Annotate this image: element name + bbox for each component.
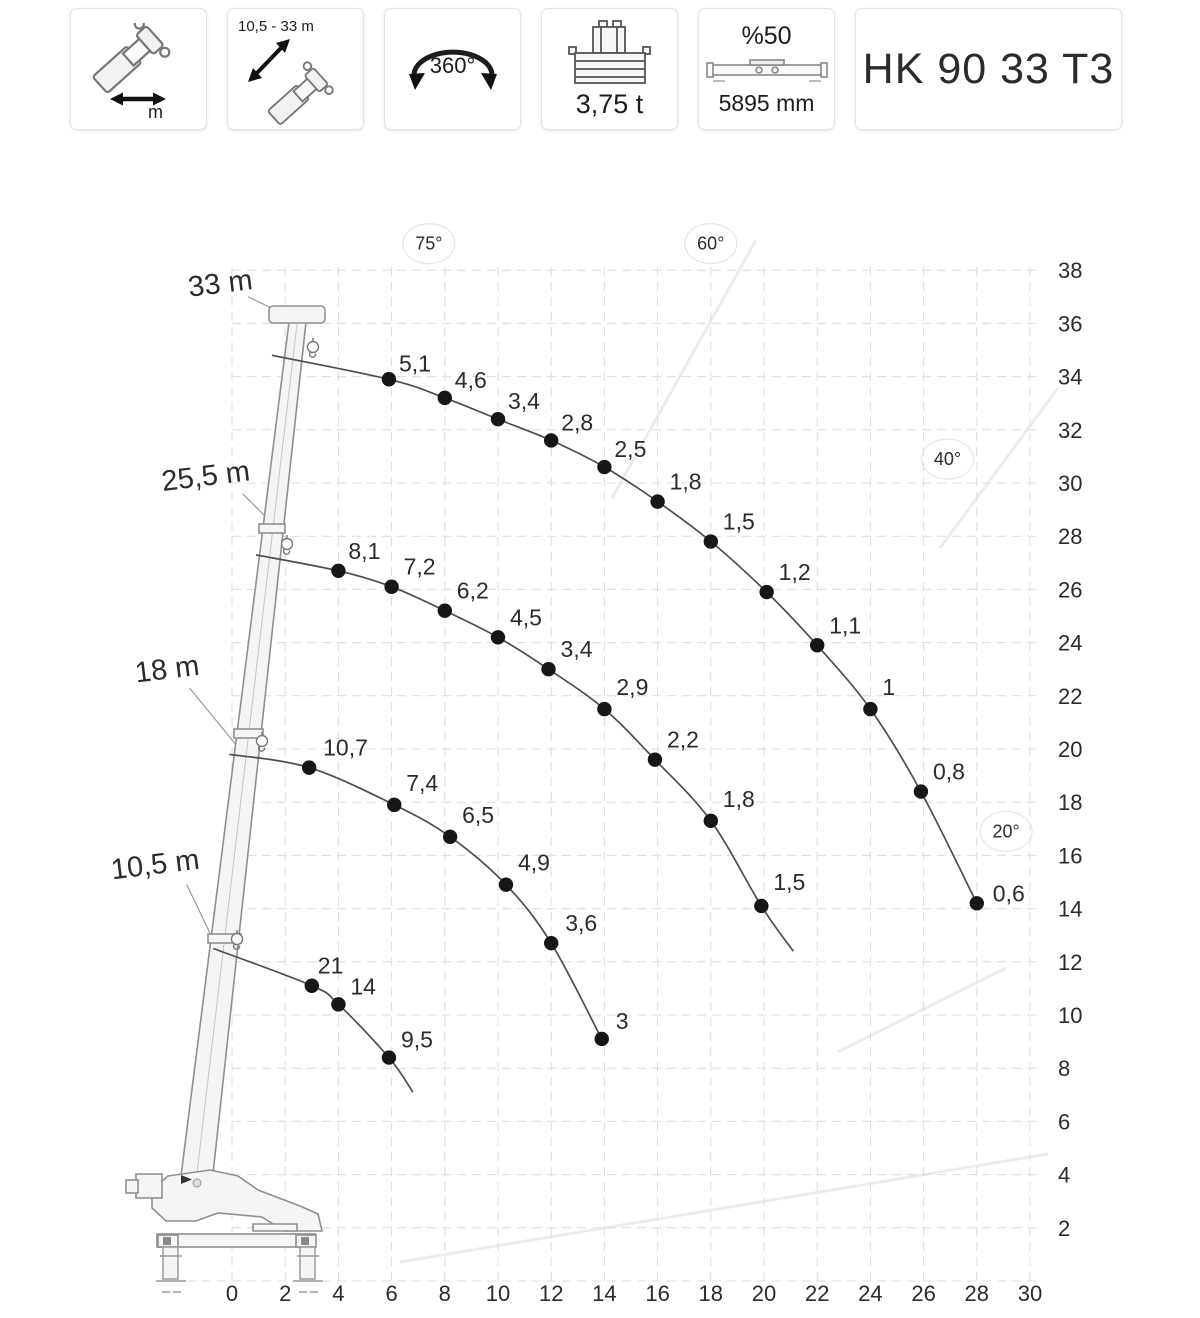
capacity-label: 8,1 [348, 537, 381, 564]
capacity-point [438, 391, 452, 405]
background-watermark [400, 240, 1058, 1262]
capacity-label: 4,6 [454, 366, 487, 393]
x-tick-label: 16 [645, 1281, 670, 1306]
y-tick-label: 16 [1058, 843, 1083, 869]
capacity-point [331, 997, 345, 1011]
x-tick-label: 20 [751, 1281, 777, 1306]
y-tick-label: 14 [1058, 896, 1083, 922]
y-tick-label: 8 [1058, 1056, 1071, 1082]
y-tick-label: 2 [1058, 1215, 1071, 1241]
boom-head [269, 306, 325, 323]
y-tick-label: 38 [1058, 258, 1083, 284]
capacity-point [305, 979, 319, 993]
boom-outreach-icon [84, 23, 194, 115]
counterweight-icon [555, 19, 665, 87]
capacity-point [597, 460, 611, 474]
capacity-point [648, 752, 662, 766]
crane-cab [136, 1174, 162, 1198]
capacity-point [382, 372, 396, 386]
x-tick-label: 26 [911, 1281, 936, 1306]
leader-line [243, 494, 267, 518]
capacity-label: 2,5 [614, 436, 647, 463]
capacity-point [754, 899, 768, 913]
capacity-label: 2,9 [616, 674, 649, 701]
capacity-label: 1,5 [722, 508, 755, 535]
spec-box-outrigger [698, 8, 835, 130]
outrigger-beam [157, 1234, 315, 1247]
capacity-point [970, 896, 984, 910]
capacity-point [704, 814, 718, 828]
capacity-label: 0,8 [932, 758, 965, 785]
capacity-label: 5,1 [398, 350, 431, 377]
capacity-label: 6,2 [456, 577, 489, 604]
capacity-point [544, 433, 558, 447]
capacity-point [914, 784, 928, 798]
x-tick-label: 12 [538, 1281, 564, 1306]
y-tick-label: 18 [1058, 790, 1083, 816]
capacity-point [810, 638, 824, 652]
capacity-label: 1,8 [722, 785, 755, 812]
x-tick-label: 8 [438, 1281, 451, 1306]
capacity-label: 10,7 [323, 734, 368, 761]
rotation-angle-label: 360° [429, 53, 476, 78]
capacity-label: 3 [615, 1007, 629, 1034]
x-tick-label: 0 [225, 1281, 239, 1306]
capacity-point [595, 1032, 609, 1046]
spec-header [70, 8, 1122, 130]
capacity-label: 7,4 [406, 769, 439, 796]
x-tick-label: 4 [332, 1281, 345, 1306]
y-tick-label: 6 [1058, 1109, 1071, 1135]
y-tick-label: 22 [1058, 683, 1083, 709]
y-tick-label: 36 [1058, 311, 1083, 337]
x-tick-label: 10 [485, 1281, 511, 1306]
spec-box-boom-range [227, 8, 364, 130]
capacity-label: 14 [350, 973, 376, 1000]
capacity-label: 3,4 [560, 636, 593, 663]
capacity-label: 1,2 [778, 559, 811, 586]
capacity-point [491, 630, 505, 644]
y-tick-label: 26 [1058, 577, 1083, 603]
boom-range-label: 10,5 - 33 m [238, 18, 314, 35]
capacity-point [384, 580, 398, 594]
boom-angle-label: 20° [992, 821, 1020, 842]
capacity-label: 21 [317, 952, 344, 979]
capacity-point [438, 603, 452, 617]
outrigger-jack [293, 1247, 323, 1292]
outrigger-jack [156, 1247, 186, 1292]
y-tick-label: 4 [1058, 1162, 1071, 1188]
outrigger-percent-label: %50 [741, 21, 792, 50]
y-tick-label: 24 [1058, 630, 1083, 656]
spec-box-model [855, 8, 1122, 130]
y-tick-label: 28 [1058, 524, 1083, 550]
capacity-point [387, 798, 401, 812]
diagonal-arrow-icon [248, 39, 290, 82]
capacity-point [597, 702, 611, 716]
x-tick-label: 28 [964, 1281, 990, 1306]
y-tick-label: 10 [1058, 1003, 1083, 1028]
x-tick-label: 18 [698, 1281, 724, 1306]
capacity-label: 1 [882, 674, 896, 701]
x-tick-label: 22 [804, 1281, 830, 1306]
capacity-curve-10-5m [213, 949, 413, 1093]
capacity-point [704, 534, 718, 548]
outrigger-width-label: 5895 mm [718, 89, 815, 116]
spec-box-outreach [70, 8, 207, 130]
capacity-point [499, 877, 513, 891]
boom-length-label: 33 m [186, 264, 255, 304]
capacity-label: 6,5 [462, 801, 495, 828]
capacity-point [443, 830, 457, 844]
x-tick-label: 14 [592, 1281, 617, 1306]
capacity-label: 4,9 [517, 849, 550, 876]
y-tick-label: 20 [1058, 737, 1083, 762]
capacity-label: 2,2 [666, 726, 699, 753]
x-tick-label: 30 [1017, 1281, 1043, 1306]
boom-length-label: 18 m [133, 649, 202, 690]
y-tick-label: 30 [1058, 471, 1083, 496]
boom-angle-label: 75° [415, 233, 443, 254]
x-tick-label: 6 [385, 1281, 398, 1306]
capacity-point [331, 564, 345, 578]
crane-superstructure [152, 1170, 322, 1231]
capacity-point [302, 760, 316, 774]
capacity-point [650, 494, 664, 508]
capacity-point [863, 702, 877, 716]
capacity-label: 3,4 [508, 388, 540, 415]
spec-box-counterweight [541, 8, 678, 130]
y-tick-label: 12 [1058, 949, 1083, 975]
counterweight-mass-label: 3,75 t [575, 88, 644, 119]
spec-box-rotation [384, 8, 521, 130]
capacity-label: 0,6 [992, 880, 1025, 907]
capacity-point [382, 1050, 396, 1064]
crane-boom [179, 322, 306, 1192]
x-tick-label: 24 [858, 1281, 883, 1306]
hook-icon [308, 338, 319, 357]
boom-length-label: 25,5 m [159, 455, 252, 498]
capacity-point [491, 412, 505, 426]
capacity-label: 1,8 [669, 468, 702, 495]
telescopic-boom-icon [240, 30, 352, 126]
outrigger-spread-icon [705, 53, 829, 87]
y-tick-label: 34 [1058, 364, 1083, 390]
capacity-label: 4,5 [510, 604, 542, 631]
model-designation: HK 90 33 T3 [862, 44, 1115, 93]
capacity-point [759, 585, 773, 599]
y-tick-label: 32 [1058, 417, 1083, 443]
capacity-label: 3,6 [565, 910, 598, 937]
boom-angle-label: 60° [697, 233, 725, 254]
leader-line [189, 688, 237, 747]
boom-length-label: 10,5 m [109, 843, 202, 887]
capacity-label: 2,8 [561, 409, 594, 436]
capacity-label: 1,1 [829, 612, 862, 639]
capacity-label: 1,5 [773, 868, 806, 895]
crane-illustration [126, 306, 325, 1292]
capacity-point [541, 662, 555, 676]
capacity-point [544, 936, 558, 950]
capacity-label: 7,2 [403, 553, 436, 580]
capacity-label: 9,5 [400, 1026, 433, 1053]
outreach-unit-label: m [147, 102, 163, 122]
boom-angle-label: 40° [933, 449, 962, 470]
x-tick-label: 2 [279, 1281, 292, 1306]
